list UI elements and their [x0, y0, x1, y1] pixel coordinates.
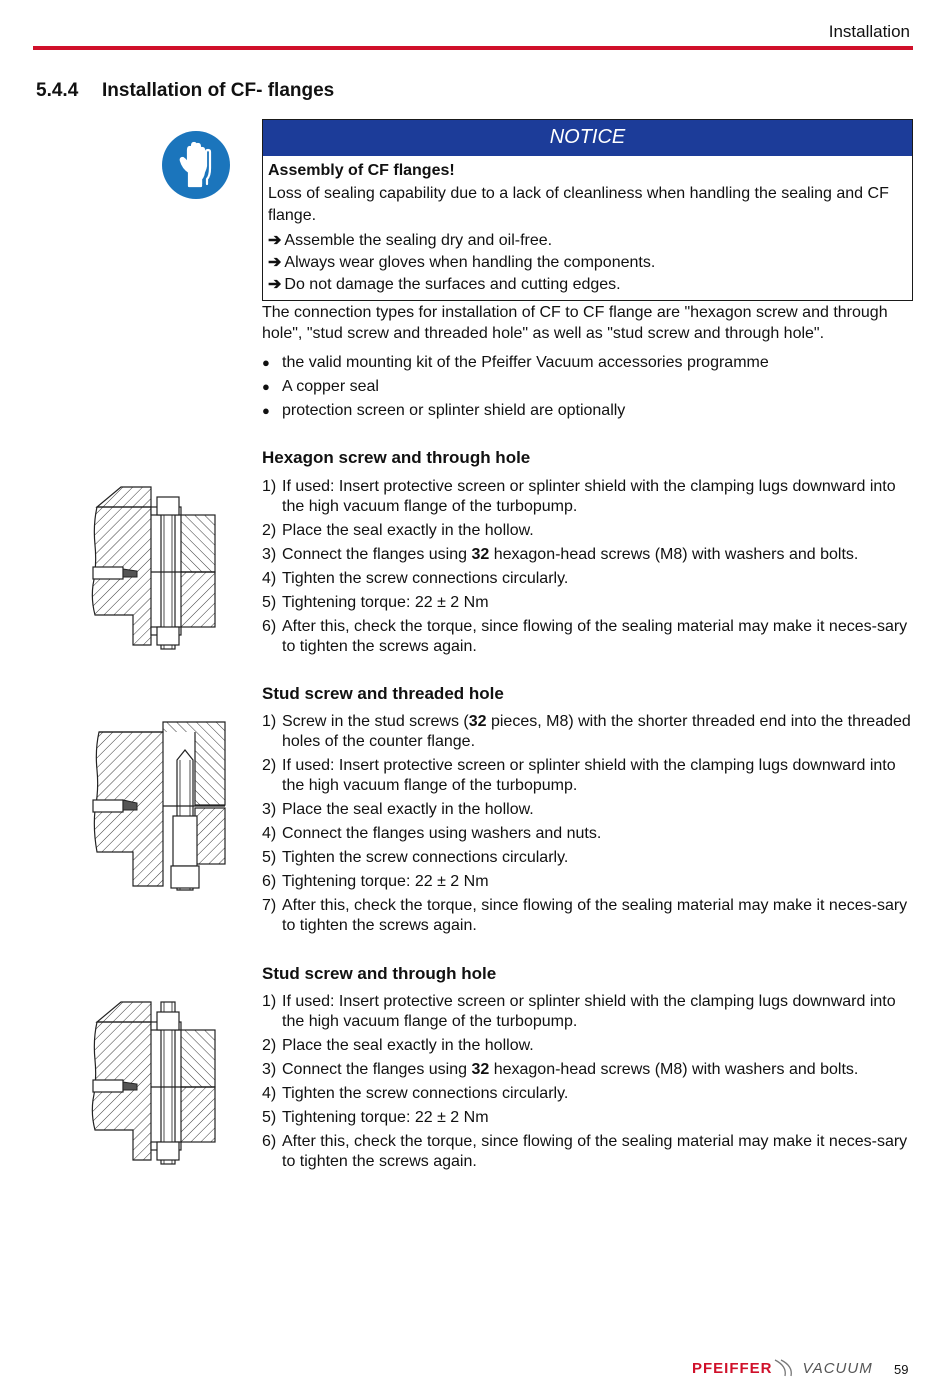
gloves-icon	[159, 128, 233, 202]
list-item	[262, 545, 914, 565]
list-item	[262, 477, 914, 517]
list-item	[262, 824, 914, 844]
list-item	[262, 756, 914, 796]
list-item	[262, 593, 914, 613]
step-text: Tightening torque: 22 ± 2 Nm	[282, 1109, 489, 1126]
procedure-heading: Hexagon screw and through hole	[262, 448, 531, 467]
page-number: 59	[894, 1362, 909, 1377]
step-number: 1)	[262, 993, 277, 1010]
bullet-icon: ●	[262, 379, 270, 394]
notice-label: NOTICE	[263, 120, 912, 156]
notice-action: ➔ Assemble the sealing dry and oil-free.	[268, 232, 553, 249]
step-number: 5)	[262, 1109, 277, 1126]
header-rule	[33, 46, 913, 50]
step-text: Tighten the screw connections circularly.	[282, 849, 569, 866]
step-text: If used: Insert protective screen or splinter shield with the clamping lugs downward into the high vacuum flange of the turbopump.	[282, 478, 896, 515]
procedure-heading: Stud screw and through hole	[262, 964, 497, 983]
list-item	[262, 1084, 914, 1104]
arrow-icon: ➔	[268, 232, 282, 249]
step-text: After this, check the torque, since flowing of the sealing material may make it neces-sary to tighten the screws again.	[282, 1133, 908, 1170]
step-text: Tightening torque: 22 ± 2 Nm	[282, 594, 489, 611]
bullet-icon: ●	[262, 355, 270, 370]
step-number: 7)	[262, 897, 277, 914]
section-title-text: Installation of CF- flanges	[102, 80, 335, 101]
step-text: If used: Insert protective screen or splinter shield with the clamping lugs downward into the high vacuum flange of the turbopump.	[282, 993, 896, 1030]
step-text: Place the seal exactly in the hollow.	[282, 522, 534, 539]
list-item	[262, 1108, 914, 1128]
list-item	[262, 617, 914, 657]
step-text: Screw in the stud screws (32 pieces, M8) with the shorter threaded end into the threaded holes of the counter flange.	[282, 713, 911, 750]
step-number: 6)	[262, 618, 277, 635]
procedure-steps	[262, 992, 914, 1176]
bullet-list	[262, 353, 769, 425]
list-item	[262, 521, 914, 541]
step-number: 2)	[262, 1037, 277, 1054]
list-item: ● protection screen or splinter shield are optionally	[262, 402, 626, 419]
notice-action: ➔ Do not damage the surfaces and cutting edges.	[268, 276, 621, 293]
step-text: If used: Insert protective screen or splinter shield with the clamping lugs downward into the high vacuum flange of the turbopump.	[282, 757, 896, 794]
procedure-heading: Stud screw and threaded hole	[262, 684, 504, 703]
step-text: Connect the flanges using washers and nuts.	[282, 825, 602, 842]
step-number: 1)	[262, 478, 277, 495]
procedure-steps	[262, 477, 914, 661]
swoosh-icon	[773, 1358, 799, 1378]
arrow-icon: ➔	[268, 254, 282, 271]
section-number: 5.4.4	[36, 80, 79, 101]
step-number: 5)	[262, 594, 277, 611]
step-number: 6)	[262, 1133, 277, 1150]
figure-stud-screw-threaded-hole	[85, 720, 235, 895]
step-number: 2)	[262, 757, 277, 774]
step-text: Place the seal exactly in the hollow.	[282, 801, 534, 818]
list-item	[262, 896, 914, 936]
step-text: Tighten the screw connections circularly.	[282, 1085, 569, 1102]
notice-box	[262, 119, 913, 301]
arrow-icon: ➔	[268, 276, 282, 293]
figure-stud-screw-through-hole	[85, 1000, 235, 1165]
list-item	[262, 1132, 914, 1172]
brand-main: PFEIFFER	[692, 1359, 773, 1377]
pfeiffer-vacuum-logo	[692, 1358, 873, 1378]
list-item	[262, 569, 914, 589]
step-text: Tightening torque: 22 ± 2 Nm	[282, 873, 489, 890]
step-number: 5)	[262, 849, 277, 866]
step-number: 6)	[262, 873, 277, 890]
figure-hexagon-screw-through-hole	[85, 485, 235, 650]
list-item	[262, 872, 914, 892]
step-number: 2)	[262, 522, 277, 539]
intro-paragraph: The connection types for installation of CF to CF flange are "hexagon screw and through hole", "stud screw and threaded hole" as well as "stud screw and through hole".	[262, 304, 888, 342]
list-item	[262, 848, 914, 868]
step-text: After this, check the torque, since flowing of the sealing material may make it neces-sary to tighten the screws again.	[282, 897, 908, 934]
notice-subtitle: Assembly of CF flanges!	[268, 162, 455, 179]
step-number: 3)	[262, 1061, 277, 1078]
notice-body	[263, 156, 912, 300]
step-text: Place the seal exactly in the hollow.	[282, 1037, 534, 1054]
step-number: 3)	[262, 546, 277, 563]
bullet-icon: ●	[262, 403, 270, 418]
header-section-label: Installation	[828, 22, 910, 41]
list-item	[262, 712, 914, 752]
notice-action: ➔ Always wear gloves when handling the components.	[268, 254, 656, 271]
list-item	[262, 992, 914, 1032]
procedure-steps	[262, 712, 914, 940]
section-title	[36, 80, 334, 102]
notice-description: Loss of sealing capability due to a lack of cleanliness when handling the sealing and CF flange.	[268, 185, 889, 224]
step-number: 4)	[262, 1085, 277, 1102]
list-item: ● the valid mounting kit of the Pfeiffer Vacuum accessories programme	[262, 354, 769, 371]
step-text: Connect the flanges using 32 hexagon-head screws (M8) with washers and bolts.	[282, 546, 859, 563]
list-item	[262, 800, 914, 820]
step-text: Tighten the screw connections circularly.	[282, 570, 569, 587]
list-item	[262, 1060, 914, 1080]
list-item	[262, 1036, 914, 1056]
step-text: After this, check the torque, since flowing of the sealing material may make it neces-sary to tighten the screws again.	[282, 618, 908, 655]
step-number: 4)	[262, 825, 277, 842]
step-number: 3)	[262, 801, 277, 818]
step-text: Connect the flanges using 32 hexagon-head screws (M8) with washers and bolts.	[282, 1061, 859, 1078]
list-item: ● A copper seal	[262, 378, 379, 395]
step-number: 4)	[262, 570, 277, 587]
brand-sub: VACUUM	[802, 1359, 873, 1377]
step-number: 1)	[262, 713, 277, 730]
